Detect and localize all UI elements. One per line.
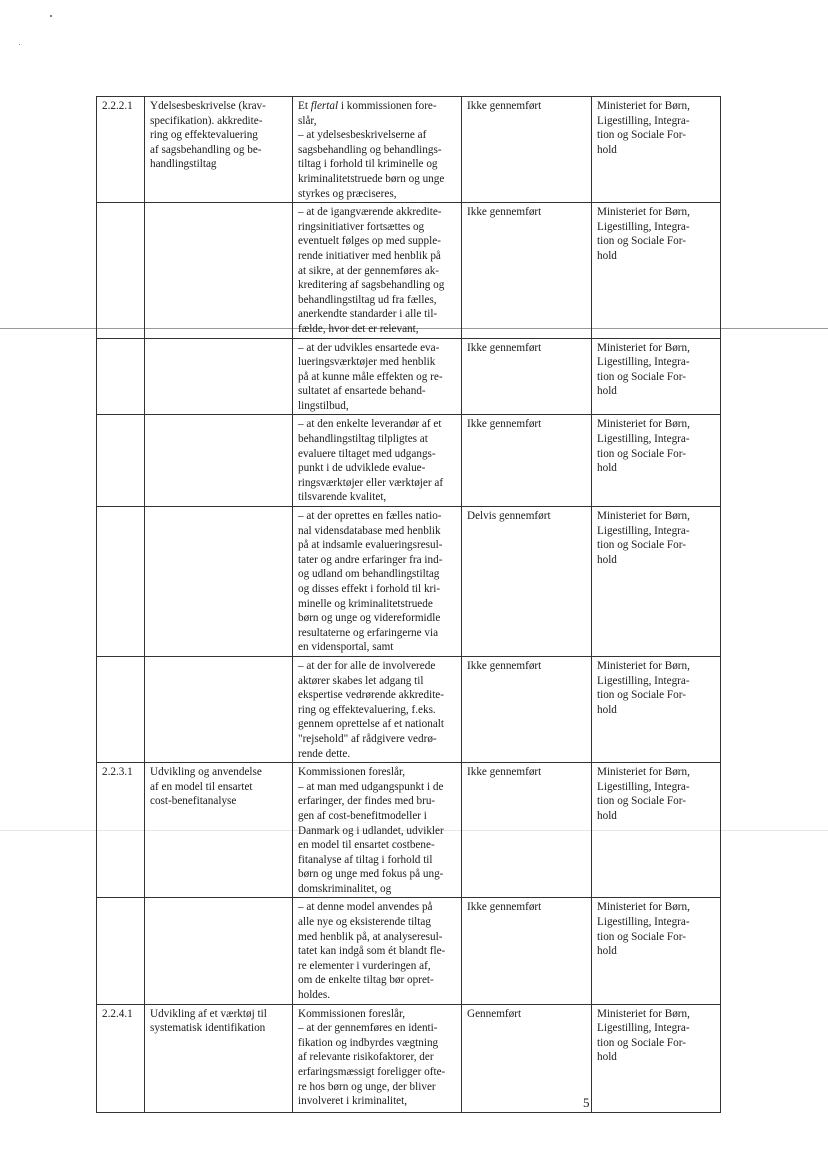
table-row [97,97,721,203]
text-line: Ligestilling, Integra- [597,114,690,127]
text-line: cost-benefitanalyse [150,795,237,808]
text-line: kreditering af sagsbehandling og [298,279,445,292]
text-line: aktører skabes let adgang til [298,674,424,687]
text-line: hold [597,1051,617,1064]
measure-title [145,656,293,762]
responsible-ministry [592,656,721,762]
text-line: "rejsehold" af rådgivere vedrø- [298,732,437,745]
text-line: en model til ensartet costbene- [298,839,435,852]
row-number [97,898,145,1004]
text-line: Kommissionen foreslår, [298,1007,406,1020]
text-line: af relevante risikofaktorer, der [298,1051,434,1064]
text-line: sagsbehandling og behandlings- [298,143,442,156]
row-number: 2.2.4.1 [97,1004,145,1112]
text-line: – at den enkelte leverandør af et [298,418,442,431]
measure-title [145,415,293,507]
text-line: domskriminalitet, og [298,882,392,895]
text-line: hold [597,703,617,716]
text-line: – at der gennemføres en identi- [298,1022,438,1035]
text-line: Ligestilling, Integra- [597,524,690,537]
status-text: Ikke gennemført [462,203,592,338]
text-line: rende dette. [298,747,351,760]
table-row [97,1004,721,1112]
text-line: tion og Sociale For- [597,235,686,248]
measure-title [145,507,293,657]
text-line: Ministeriet for Børn, [597,659,690,672]
row-number [97,656,145,762]
status-text: Ikke gennemført [462,656,592,762]
responsible-ministry [592,763,721,898]
text-line: hold [597,809,617,822]
row-number: 2.2.2.1 [97,97,145,203]
table-row [97,656,721,762]
text-line: – at man med udgangspunkt i de [298,780,444,793]
table-row [97,338,721,415]
recommendation-text [293,656,462,762]
page-number: 5 [583,1095,590,1110]
status-text: Ikke gennemført [462,763,592,898]
text-line: tion og Sociale For- [597,129,686,142]
text-line: ekspertise vedrørende akkredite- [298,689,444,702]
text-line: slår, [298,114,317,127]
text-line: – at denne model anvendes på [298,901,433,914]
text-line: Ligestilling, Integra- [597,916,690,929]
text-line: af sagsbehandling og be- [150,143,262,156]
text-line: eventuelt følges op med supple- [298,235,441,248]
text-line: Ligestilling, Integra- [597,356,690,369]
row-number [97,507,145,657]
text-line: tilsvarende kvalitet, [298,491,387,504]
text-line: minelle og kriminalitetstruede [298,597,433,610]
text-line: Udvikling og anvendelse [150,766,262,779]
status-text: Delvis gennemført [462,507,592,657]
text-line: ring og effektevaluering [150,129,258,142]
row-number: 2.2.3.1 [97,763,145,898]
text-line: hold [597,553,617,566]
text-line: og disses effekt i forhold til kri- [298,583,441,595]
text-line: tion og Sociale For- [597,370,686,383]
responsible-ministry [592,415,721,507]
text-line: Ligestilling, Integra- [597,1022,690,1035]
text-line: tion og Sociale For- [597,447,686,460]
measure-title [145,338,293,415]
table-row [97,763,721,898]
recommendation-text [293,415,462,507]
text-line: – at der oprettes en fælles natio- [298,510,442,523]
text-line: om de enkelte tiltag bør opret- [298,974,434,987]
text-line: lingstilbud, [298,399,349,412]
text-line: Ministeriet for Børn, [597,100,690,112]
text-line: tion og Sociale For- [597,930,686,943]
text-line: holdes. [298,989,331,1002]
text-line: tater og andre erfaringer fra ind- [298,553,443,566]
measure-title [145,763,293,898]
row-number [97,415,145,507]
responsible-ministry [592,338,721,415]
emphasis-text: flertal [310,100,339,112]
text-line: tion og Sociale For- [597,689,686,702]
table-row [97,507,721,657]
text-line: – at de igangværende akkredite- [298,206,442,219]
text-line: børn og unge og videreformidle [298,612,441,625]
text-line: Ministeriet for Børn, [597,766,690,779]
responsible-ministry [592,507,721,657]
text-line: på at indsamle evalueringsresul- [298,539,443,552]
text-line: specifikation). akkredite- [150,114,263,127]
text-line: hold [597,385,617,398]
text-line: handlingstiltag [150,158,217,171]
text-line: tion og Sociale For- [597,795,686,808]
text-line: Ministeriet for Børn, [597,341,690,354]
text-line: Et flertal i kommissionen fore- [298,100,437,112]
status-text: Ikke gennemført [462,97,592,203]
responsible-ministry [592,898,721,1004]
text-line: erfaringsmæssigt foreligger ofte- [298,1066,446,1078]
text-line: fikation og indbyrdes vægtning [298,1036,439,1049]
text-line: nal vidensdatabase med henblik [298,524,441,537]
text-line: Ministeriet for Børn, [597,1007,690,1020]
measure-title [145,97,293,203]
row-number [97,338,145,415]
responsible-ministry [592,1004,721,1112]
text-line: en vidensportal, samt [298,641,394,654]
text-line: Kommissionen foreslår, [298,766,406,779]
text-line: hold [597,945,617,958]
text-line: tiltag i forhold til kriminelle og [298,158,438,171]
measure-title [145,1004,293,1112]
responsible-ministry [592,97,721,203]
table-row [97,203,721,338]
scan-speck [50,15,52,17]
text-line: ringsværktøjer eller værktøjer af [298,476,444,489]
table-row [97,415,721,507]
status-text: Ikke gennemført [462,898,592,1004]
text-line: ringsinitiativer fortsættes og [298,220,425,233]
text-line: anerkendte standarder i alle til- [298,308,438,321]
text-line: hold [597,462,617,475]
text-line: og udland om behandlingstiltag [298,568,440,581]
text-line: Ligestilling, Integra- [597,780,690,793]
text-line: erfaringer, der findes med bru- [298,795,436,808]
text-line: tatet kan indgå som ét blandt fle- [298,945,446,958]
recommendation-text [293,1004,462,1112]
text-line: gen af cost-benefitmodeller i [298,809,427,822]
text-line: Ministeriet for Børn, [597,206,690,219]
text-line: tion og Sociale For- [597,539,686,552]
text-line: behandlingstiltag ud fra fælles, [298,293,437,306]
status-text: Gennemført [462,1004,592,1112]
text-line: Ligestilling, Integra- [597,674,690,687]
measure-title [145,898,293,1004]
text-line: behandlingstiltag tilpligtes at [298,433,428,446]
text-line: evaluere tiltaget med udgangs- [298,447,436,460]
text-line: på at kunne måle effekten og re- [298,370,443,383]
text-line: hold [597,249,617,262]
recommendation-text [293,898,462,1004]
recommendations-table [96,96,721,1113]
recommendation-text [293,97,462,203]
text-line: – at ydelsesbeskrivelserne af [298,129,427,142]
text-line: gennem oprettelse af et nationalt [298,718,445,731]
text-line: af en model til ensartet [150,780,253,793]
responsible-ministry [592,203,721,338]
text-line: – at der for alle de involverede [298,659,436,672]
recommendation-text [293,507,462,657]
text-line: styrkes og præciseres, [298,187,397,200]
text-line: Ligestilling, Integra- [597,433,690,446]
text-line: at sikre, at der gennemføres ak- [298,264,440,277]
text-line: hold [597,143,617,156]
recommendation-text [293,338,462,415]
text-line: ring og effektevaluering, f.eks. [298,703,436,716]
text-line: Ministeriet for Børn, [597,510,690,523]
text-line: Udvikling af et værktøj til [150,1007,267,1020]
text-line: kriminalitetstruede børn og unge [298,172,445,185]
text-line: Ministeriet for Børn, [597,901,690,914]
text-line: fitanalyse af tiltag i forhold til [298,853,433,866]
status-text: Ikke gennemført [462,338,592,415]
recommendation-text [293,203,462,338]
text-line: Ministeriet for Børn, [597,418,690,431]
text-line: – at der udvikles ensartede eva- [298,341,440,354]
text-line: børn og unge med fokus på ung- [298,868,444,881]
row-number [97,203,145,338]
text-line: sultatet af ensartede behand- [298,385,426,398]
text-line: lueringsværktøjer med henblik [298,356,436,369]
text-line: med henblik på, at analyseresul- [298,930,443,943]
measure-title [145,203,293,338]
text-line: Ydelsesbeskrivelse (krav- [150,100,266,112]
text-line: Ligestilling, Integra- [597,220,690,233]
recommendation-text [293,763,462,898]
text-line: punkt i de udviklede evalue- [298,462,426,475]
text-line: re hos børn og unge, der bliver [298,1080,436,1093]
text-line: fælde, hvor det er relevant, [298,322,419,335]
table-row [97,898,721,1004]
text-line: re elementer i vurderingen af, [298,959,431,972]
scan-speck [19,44,20,45]
text-line: resultaterne og erfaringerne via [298,626,439,639]
text-line: systematisk identifikation [150,1022,266,1035]
text-line: rende initiativer med henblik på [298,249,441,262]
text-line: alle nye og eksisterende tiltag [298,916,431,929]
text-line: involveret i kriminalitet, [298,1095,408,1108]
status-text: Ikke gennemført [462,415,592,507]
text-line: tion og Sociale For- [597,1036,686,1049]
text-line: Danmark og i udlandet, udvikler [298,824,444,837]
